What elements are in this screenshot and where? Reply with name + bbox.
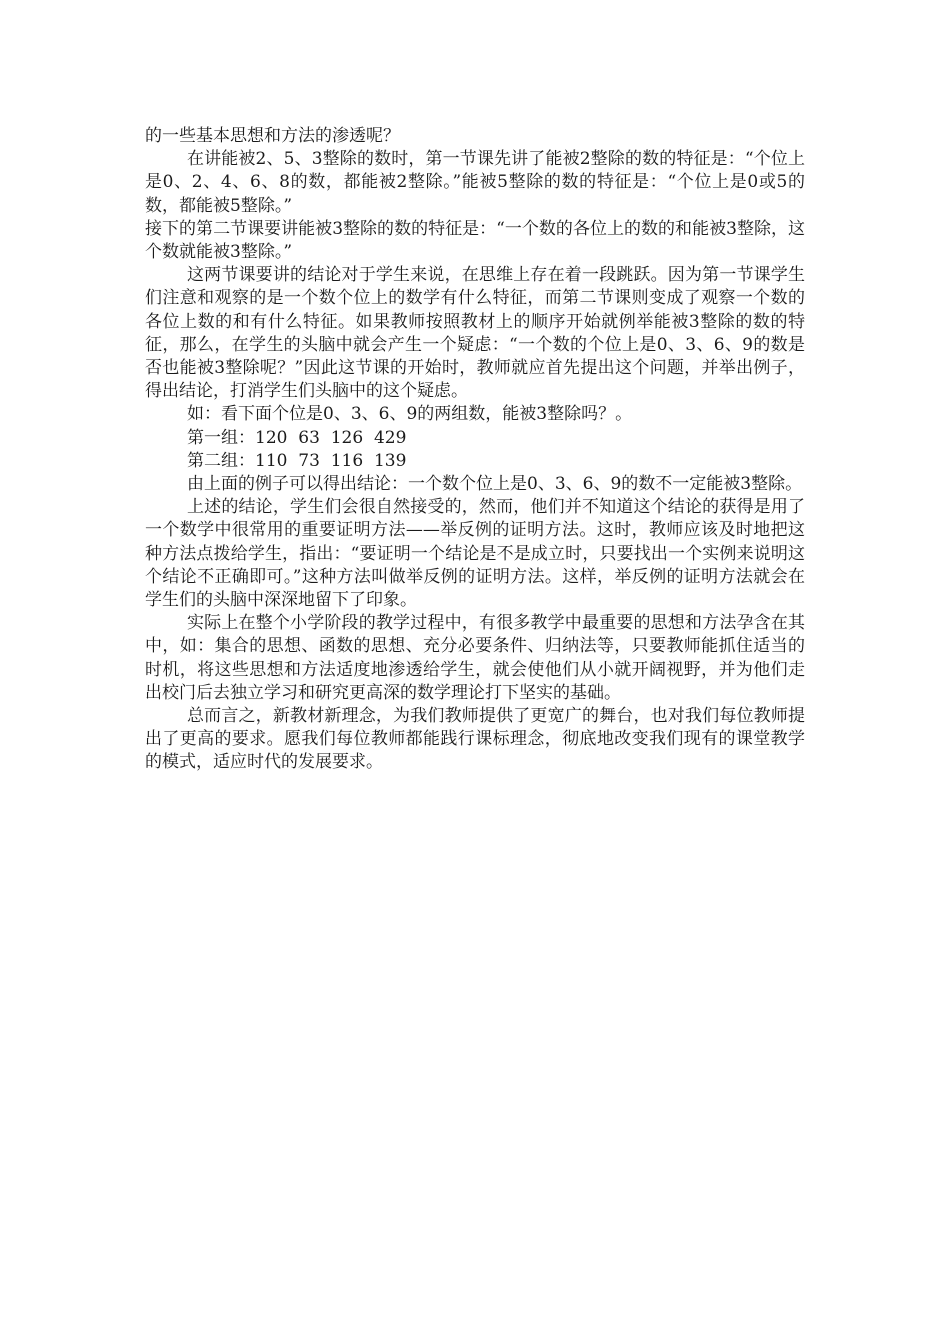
paragraph-11: 总而言之，新教材新理念，为我们教师提供了更宽广的舞台，也对我们每位教师提出了更高的要求。愿我们每位教师都能践行课标理念，彻底地改变我们现有的课堂教学的模式，适应时代的发展要求。 — [145, 706, 805, 773]
document-body — [145, 125, 805, 775]
paragraph-4: 这两节课要讲的结论对于学生来说，在思维上存在着一段跳跃。因为第一节课学生们注意和观察的是一个数个位上的数学有什么特征，而第二节课则变成了观察一个数的各位上数的和有什么特征。如果教师按照教材上的顺序开始就例举能被3整除的数的特征，那么，在学生的头脑中就会产生一个疑虑：“一个数的个位上是0、3、6、9的数是否也能被3整除呢？”因此这节课的开始时，教师就应首先提出这个问题，并举出例子，得出结论，打消学生们头脑中的这个疑虑。 — [145, 265, 805, 402]
paragraph-1: 的一些基本思想和方法的渗透呢？ — [145, 126, 400, 146]
paragraph-3: 接下的第二节课要讲能被3整除的数的特征是：“一个数的各位上的数的和能被3整除，这个数就能被3整除。” — [145, 218, 805, 263]
paragraph-2: 在讲能被2、5、3整除的数时，第一节课先讲了能被2整除的数的特征是：“个位上是0、2、4、6、8的数，都能被2整除。”能被5整除的数的特征是：“个位上是0或5的数，都能被5整除。” — [145, 149, 805, 216]
paragraph-8: 由上面的例子可以得出结论：一个数个位上是0、3、6、9的数不一定能被3整除。 — [187, 474, 803, 495]
paragraph-5: 如：看下面个位是0、3、6、9的两组数，能被3整除吗？。 — [187, 404, 633, 425]
paragraph-group-one: 第一组：120 63 126 429 — [187, 427, 407, 448]
paragraph-group-two: 第二组：110 73 116 139 — [187, 450, 407, 471]
paragraph-10: 实际上在整个小学阶段的教学过程中，有很多教学中最重要的思想和方法孕含在其中，如：集合的思想、函数的思想、充分必要条件、归纳法等，只要教师能抓住适当的时机，将这些思想和方法适度地渗透给学生，就会使他们从小就开阔视野，并为他们走出校门后去独立学习和研究更高深的数学理论打下坚实的基础。 — [145, 613, 805, 703]
paragraph-9: 上述的结论，学生们会很自然接受的，然而，他们并不知道这个结论的获得是用了一个数学中很常用的重要证明方法——举反例的证明方法。这时，教师应该及时地把这种方法点拨给学生，指出：“要证明一个结论是不是成立时，只要找出一个实例来说明这个结论不正确即可。”这种方法叫做举反例的证明方法。这样，举反例的证明方法就会在学生们的头脑中深深地留下了印象。 — [145, 497, 805, 611]
